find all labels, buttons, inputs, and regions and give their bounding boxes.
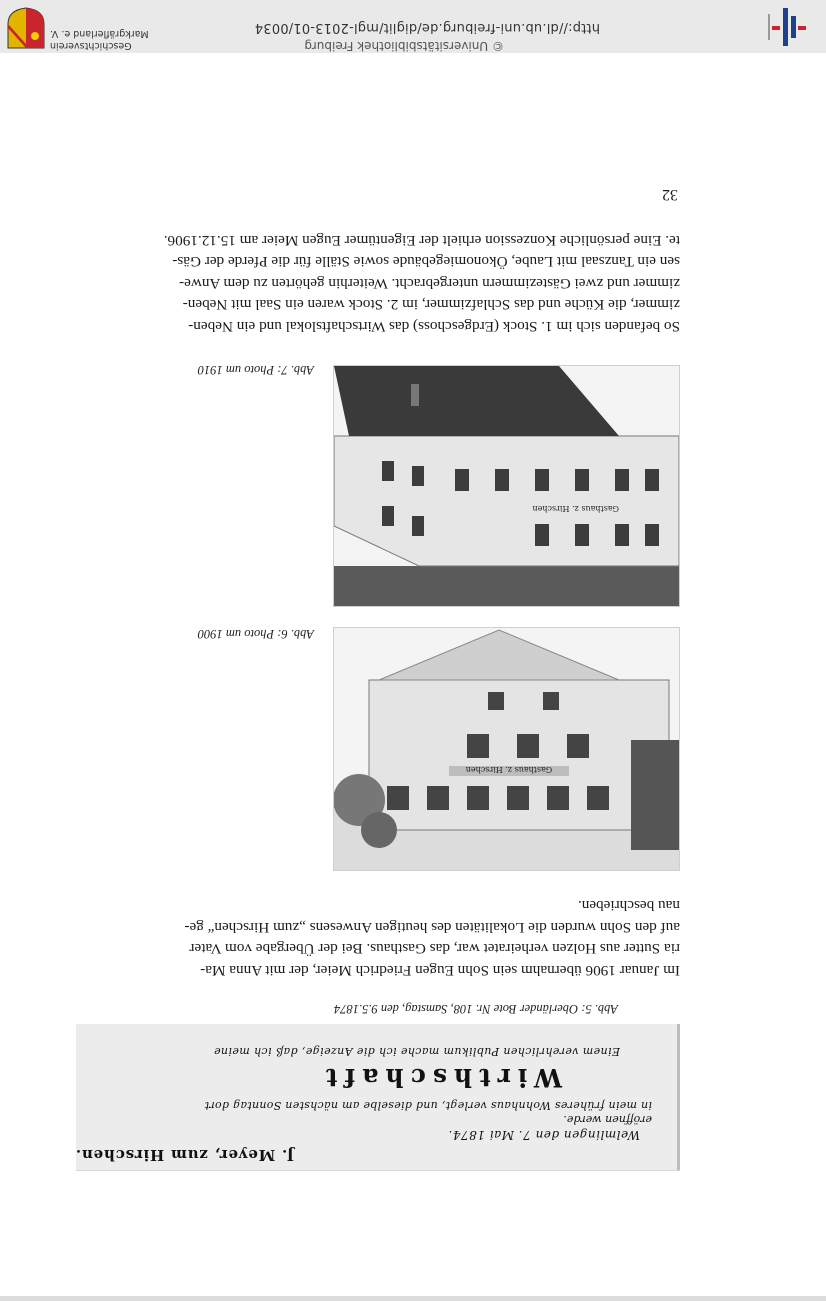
caption-abb5: Abb. 5: Oberländer Bote Nr. 108, Samstag, den 9.5.1874 <box>333 1002 618 1016</box>
society-crest-icon[interactable] <box>6 6 46 50</box>
ub-freiburg-logo-icon[interactable] <box>764 6 808 48</box>
paragraph-line: nau beschrieben. <box>577 897 680 915</box>
photo-abb7-image <box>334 366 679 606</box>
photo-abb6-image <box>334 628 679 870</box>
society-name-line: Markgräflerland e. V. <box>50 28 149 39</box>
ad-signature: J. Meyer, zum Hirschen. <box>75 1146 294 1164</box>
library-banner <box>0 0 826 53</box>
photo-abb7 <box>333 365 680 607</box>
photo6-sign: Gasthaus z. Hirschen <box>465 765 553 774</box>
caption-abb6: Abb. 6: Photo um 1900 <box>197 627 314 641</box>
copyright-notice: © Universitätsbibliothek Freiburg <box>304 39 504 53</box>
advertisement-clipping <box>76 1024 680 1171</box>
viewer-bottom-bar <box>0 1296 826 1301</box>
ad-intro-line: Einem verehrlichen Publikum mache ich die Anzeige, daß ich meine <box>213 1045 620 1058</box>
ad-date-line: Welmlingen den 7. Mai 1874. <box>448 1128 640 1142</box>
paragraph-2 <box>76 229 680 337</box>
ad-body-line-2: eröffnen werde. <box>563 1113 652 1126</box>
paragraph-line: te. Eine persönliche Konzession erhielt der Eigentümer Eugen Meier am 15.12.1906. <box>163 231 680 249</box>
page-number: 32 <box>662 186 678 203</box>
paragraph-line: zimmer und zwei Gästezimmern untergebracht. Weiterhin gehörten zu dem Anwe- <box>179 274 680 292</box>
ad-headline: Wirthschaft <box>318 1063 562 1092</box>
society-name <box>50 27 178 51</box>
paragraph-line: auf den Sohn wurden die Lokalitäten des heutigen Anwesens „zum Hirschen“ ge- <box>184 918 680 936</box>
paragraph-line: sen ein Tanzsaal mit Laube, Ökonomiegebäude sowie Ställe für die Pferde der Gäs- <box>172 253 680 271</box>
caption-abb7: Abb. 7: Photo um 1910 <box>197 363 314 377</box>
paragraph-line: ria Sutter aus Holzen verheiratet war, das Gasthaus. Bei der Übergabe vom Vater <box>189 940 680 958</box>
society-name-line: Geschichtsverein <box>50 40 132 51</box>
ad-body-line: in mein früheres Wohnhaus verlegt, und dieselbe am nächsten Sonntag dort <box>204 1099 652 1112</box>
paragraph-1 <box>76 895 680 981</box>
paragraph-line: zimmer, die Küche und das Schlafzimmer, im 2. Stock waren ein Saal mit Neben- <box>182 296 680 314</box>
paragraph-line: Im Januar 1906 übernahm sein Sohn Eugen Friedrich Meier, der mit Anna Ma- <box>200 962 680 979</box>
paragraph-line: So befanden sich im 1. Stock (Erdgeschoss) das Wirtschaftslokal und ein Neben- <box>188 318 680 335</box>
photo7-sign: Gasthaus z. Hirschen <box>532 504 619 513</box>
photo-abb6 <box>333 627 680 871</box>
document-url-link[interactable]: http://dl.ub.uni-freiburg.de/diglit/mgl-2013-01/0034 <box>254 20 600 35</box>
